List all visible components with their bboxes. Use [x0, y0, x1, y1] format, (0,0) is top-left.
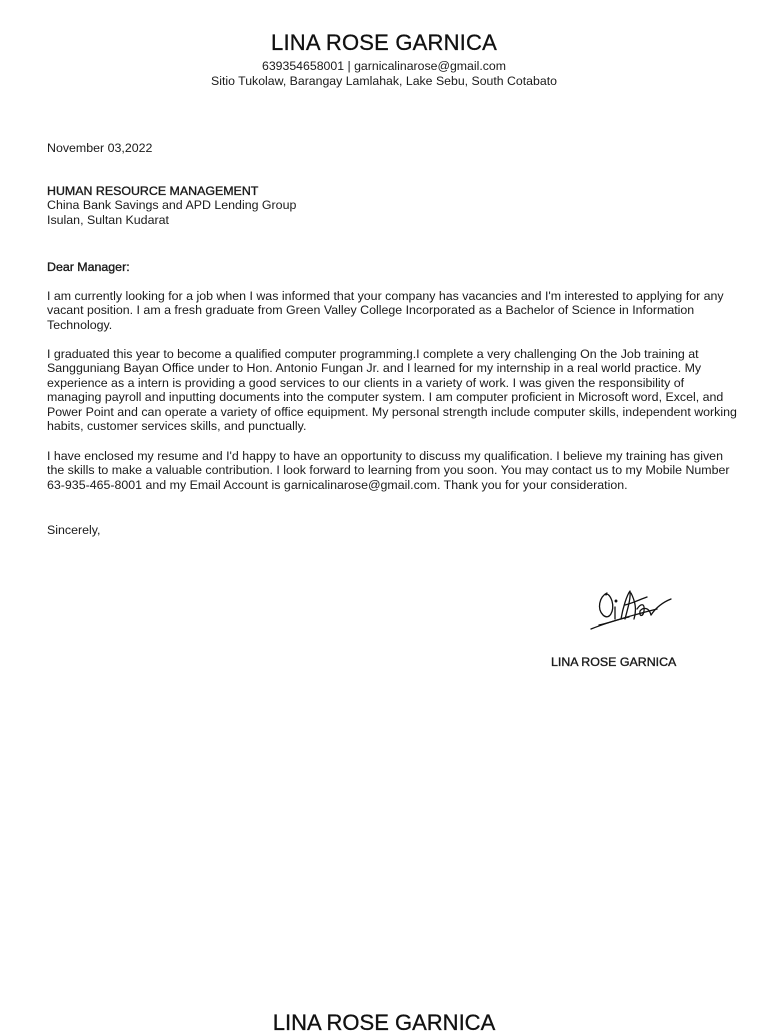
- recipient-location: Isulan, Sultan Kudarat: [47, 212, 169, 227]
- salutation: Dear Manager:: [47, 260, 130, 274]
- recipient-block: [47, 184, 737, 227]
- body-paragraph-1: I am currently looking for a job when I was informed that your company has vacancies and I'm interested to applying for any vacant position. I am a fresh graduate from Green Valley College Incorporated as a Bachelor of Science in Information Technology.: [47, 289, 724, 332]
- letterhead: [0, 30, 768, 89]
- sender-address: Sitio Tukolaw, Barangay Lamlahak, Lake Sebu, South Cotabato: [211, 74, 557, 88]
- sender-name: LINA ROSE GARNICA: [271, 30, 497, 55]
- handwritten-signature: [585, 585, 685, 635]
- closing: Sincerely,: [47, 523, 101, 537]
- letter-date: November 03,2022: [47, 141, 153, 155]
- body-paragraph-3: I have enclosed my resume and I'd happy to have an opportunity to discuss my qualification. I believe my training has given the skills to make a valuable contribution. I look forward to learning from you soon. You may contact us to my Mobile Number 63-935-465-8001 and my Email Account is garnicalinarose@gmail.com. Thank you for your consideration.: [47, 449, 730, 492]
- next-page-sender-name: LINA ROSE GARNICA: [272, 1010, 496, 1035]
- signature-name: LINA ROSE GARNICA: [551, 655, 677, 669]
- recipient-department: HUMAN RESOURCE MANAGEMENT: [47, 184, 259, 198]
- sender-contact: 639354658001 | garnicalinarose@gmail.com: [261, 59, 506, 73]
- body-paragraph-2: I graduated this year to become a qualified computer programming.I complete a very challenging On the Job training at Sangguniang Bayan Office under to Hon. Antonio Fungan Jr. and I learned for my internship in a real world practice. My experience as a intern is providing a good services to our clients in a variety of work. I was given the responsibility of managing payroll and inputting documents into the computer system. I am computer proficient in Microsoft word, Excel, and Power Point and can operate a variety of office equipment. My personal strength include computer skills, independent working habits, customer services skills, and punctually.: [47, 347, 737, 434]
- recipient-company: China Bank Savings and APD Lending Group: [47, 198, 297, 213]
- next-page-header-peek: [0, 1010, 768, 1035]
